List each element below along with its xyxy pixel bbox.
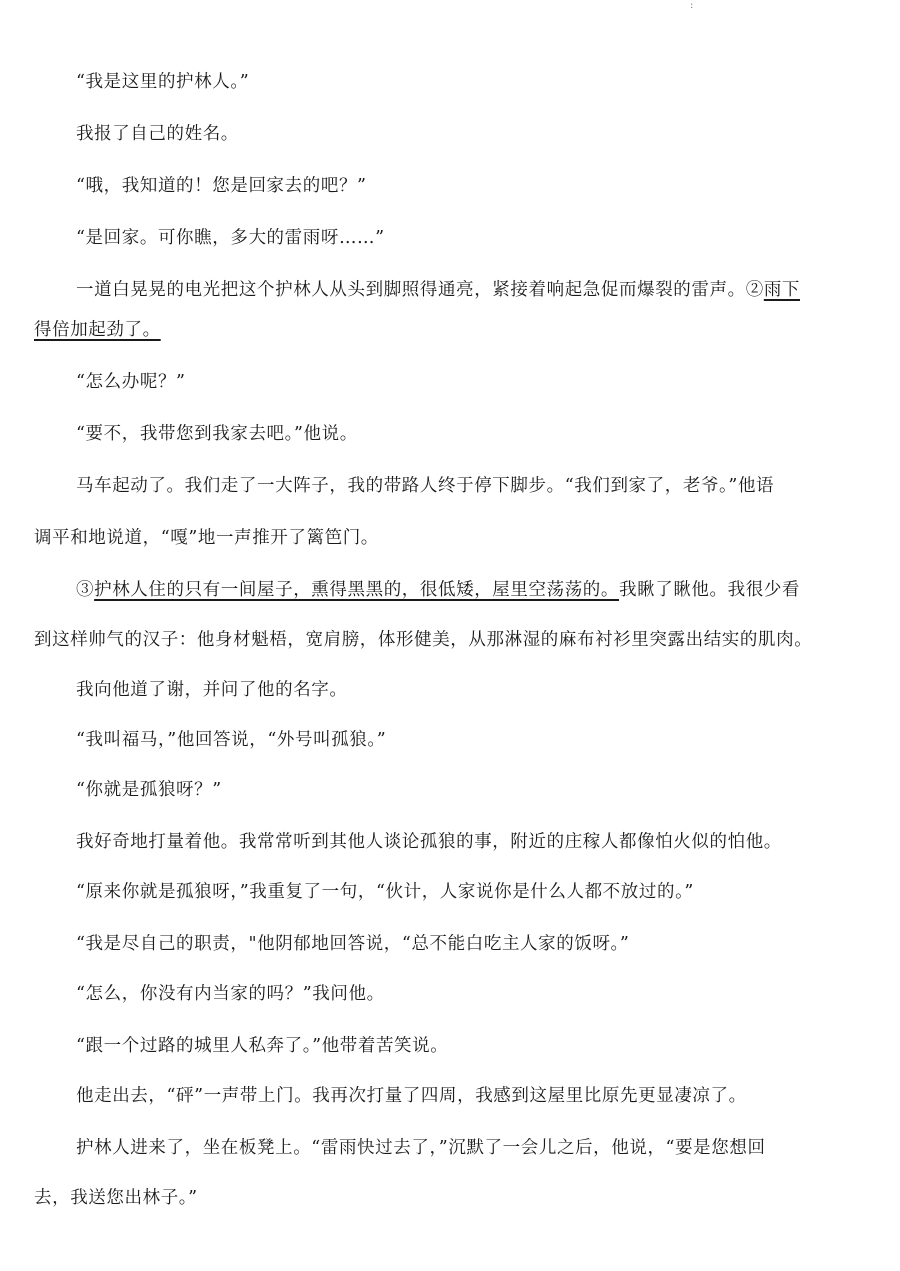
paragraph-9-line-2: 到这样帅气的汉子：他身材魁梧，宽肩膀，体形健美，从那淋湿的麻布衬衫里突露出结实的肌肉。 xyxy=(34,630,813,650)
paragraph-9-line-1: ③护林人住的只有一间屋子，熏得黑黑的，很低矮，屋里空荡荡的。我瞅了瞅他。我很少看 xyxy=(76,580,801,600)
paragraph-4: “是回家。可你瞧，多大的雷雨呀……” xyxy=(76,228,385,248)
underlined-sentence-2-part-2: 得倍加起劲了。 xyxy=(34,320,161,340)
paragraph-7: “要不，我带您到我家去吧。”他说。 xyxy=(76,424,358,444)
paragraph-18: 他走出去，“砰”一声带上门。我再次打量了四周，我感到这屋里比原先更显凄凉了。 xyxy=(76,1086,747,1106)
paragraph-3: “哦，我知道的！您是回家去的吧？” xyxy=(76,176,367,196)
marker-2: ② xyxy=(745,280,764,300)
paragraph-6: “怎么办呢？” xyxy=(76,372,186,392)
paragraph-12: “你就是孤狼呀？” xyxy=(76,780,222,800)
paragraph-15: “我是尽自己的职责，"他阴郁地回答说，“总不能白吃主人家的饭呀。” xyxy=(76,934,630,954)
paragraph-8-line-2: 调平和地说道，“嘎”地一声推开了篱笆门。 xyxy=(34,528,379,548)
underlined-sentence-2-part-1: 雨下 xyxy=(763,280,801,300)
paragraph-19-line-1: 护林人进来了，坐在板凳上。“雷雨快过去了，”沉默了一会儿之后，他说，“要是您想回 xyxy=(76,1138,766,1158)
paragraph-5-line-2 xyxy=(34,304,869,356)
paragraph-10: 我向他道了谢，并问了他的名字。 xyxy=(76,680,348,700)
paragraph-2: 我报了自己的姓名。 xyxy=(76,124,239,144)
paragraph-17: “跟一个过路的城里人私奔了。”他带着苦笑说。 xyxy=(76,1036,449,1056)
corner-mark: : xyxy=(690,0,694,11)
paragraph-5-line-1: 一道白晃晃的电光把这个护林人从头到脚照得通亮，紧接着响起急促而爆裂的雷声。②雨下 xyxy=(76,280,801,300)
paragraph-14: “原来你就是孤狼呀，”我重复了一句，“伙计，人家说你是什么人都不放过的。” xyxy=(76,882,694,902)
marker-3: ③ xyxy=(76,580,95,600)
paragraph-13: 我好奇地打量着他。我常常听到其他人谈论孤狼的事，附近的庄稼人都像怕火似的怕他。 xyxy=(76,832,782,852)
paragraph-11: “我叫福马，”他回答说，“外号叫孤狼。” xyxy=(76,730,387,750)
paragraph-19-line-2: 去，我送您出林子。” xyxy=(34,1188,198,1208)
paragraph-8-line-1: 马车起动了。我们走了一大阵子，我的带路人终于停下脚步。“我们到家了，老爷。”他语 xyxy=(76,476,775,496)
underlined-sentence-3: 护林人住的只有一间屋子，熏得黑黑的，很低矮，屋里空荡荡的。 xyxy=(94,580,620,600)
paragraph-16: “怎么，你没有内当家的吗？”我问他。 xyxy=(76,984,385,1004)
paragraph-1: “我是这里的护林人。” xyxy=(76,72,250,92)
